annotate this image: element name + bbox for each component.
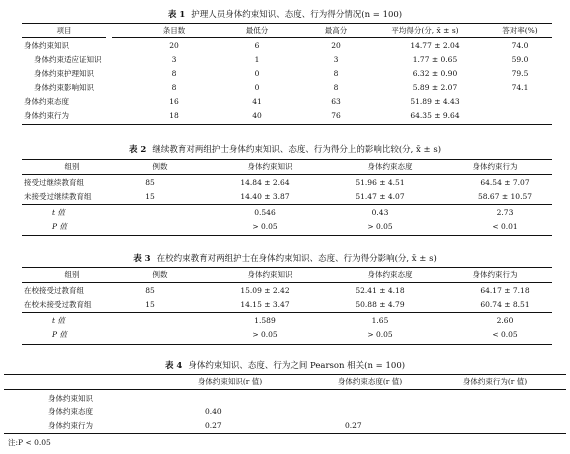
table4-cell: 0.40	[205, 407, 222, 416]
table3-cell: 50.88 ± 4.79	[355, 300, 405, 309]
table1-cell: 18	[169, 111, 179, 120]
table1-cell: 63	[331, 97, 341, 106]
table1-cell: 51.89 ± 4.43	[410, 97, 460, 106]
table2-header-n: 例数	[152, 162, 168, 171]
table4-header-knowledge: 身体约束知识(r 值)	[197, 377, 263, 386]
table2-header-behavior: 身体约束行为	[472, 162, 518, 171]
table1-cell: 0	[254, 69, 260, 78]
table1-cell: 16	[169, 97, 179, 106]
table3-cell: 15.09 ± 2.42	[240, 286, 290, 295]
table2-cell: 58.67 ± 10.57	[478, 192, 532, 201]
table4-header-behavior: 身体约束行为(r 值)	[462, 377, 528, 386]
table1-header-mean: 平均得分(分, x̄ ± s)	[391, 26, 459, 35]
table1-bottom-rule	[22, 124, 552, 125]
table3-header-behavior: 身体约束行为	[472, 270, 518, 279]
table3-header-knowledge: 身体约束知识	[247, 270, 293, 279]
table2-cell: 14.40 ± 3.87	[240, 192, 290, 201]
table2-t-value: 0.546	[254, 208, 276, 217]
table1-cell: 59.0	[511, 55, 529, 64]
table1-number: 表 1	[167, 10, 186, 20]
table1-cell: 3	[333, 55, 339, 64]
table3-title: 在校约束教育对两组护士在身体约束知识、态度、行为得分影响(分, x̄ ± s)	[156, 254, 437, 264]
table2-bottom-rule	[22, 235, 552, 236]
table3-header-rule	[22, 282, 552, 283]
table1-cell: 8	[333, 69, 339, 78]
table2-cell: 14.84 ± 2.64	[240, 178, 290, 187]
table1-header-max: 最高分	[324, 26, 348, 35]
table3-t-value: 2.60	[496, 316, 514, 325]
table4-header-attitude: 身体约束态度(r 值)	[337, 377, 403, 386]
table4-cell: 身体约束态度	[48, 407, 93, 416]
table1-cell: 身体约束影响知识	[34, 83, 94, 92]
table1-cell: 身体约束行为	[24, 111, 69, 120]
table3-cell: 85	[145, 286, 155, 295]
table1-cell: 8	[171, 69, 177, 78]
table2-t-value: 0.43	[371, 208, 389, 217]
table3-cell: 15	[145, 300, 155, 309]
table3-t-value: 1.589	[254, 316, 276, 325]
table1-cell: 0	[254, 83, 260, 92]
table4-bottom-rule	[4, 433, 566, 434]
table3-header-n: 例数	[152, 270, 168, 279]
table2-p-value: < 0.01	[492, 222, 518, 231]
table3-header-group: 组别	[64, 270, 80, 279]
table1-cell: 20	[331, 41, 341, 50]
table3-cell: 64.17 ± 7.18	[480, 286, 530, 295]
table3-p-value: > 0.05	[252, 330, 278, 339]
table2-top-rule	[22, 159, 552, 160]
table1-cell: 6	[254, 41, 260, 50]
table1-header-item: 项目	[56, 26, 72, 35]
table2-title: 继续教育对两组护士身体约束知识、态度、行为得分上的影响比较(分, x̄ ± s)	[152, 145, 442, 155]
table4-header-rule	[4, 389, 566, 390]
table3-header-attitude: 身体约束态度	[367, 270, 413, 279]
table3-cell: 在校未接受过教育组	[24, 300, 92, 309]
table2-cell: 15	[145, 192, 155, 201]
table3-t-label: t 值	[52, 316, 65, 325]
table1-cell: 身体约束态度	[24, 97, 69, 106]
table2-header-attitude: 身体约束态度	[367, 162, 413, 171]
table2-caption	[0, 143, 570, 155]
table3-t-value: 1.65	[371, 316, 389, 325]
table1-cell: 40	[252, 111, 262, 120]
table2-p-value: > 0.05	[252, 222, 278, 231]
table1-header-rate: 答对率(%)	[502, 26, 538, 35]
table1-cell: 5.89 ± 2.07	[412, 83, 458, 92]
table2-p-value: > 0.05	[367, 222, 393, 231]
table1-header-rule	[22, 37, 106, 38]
table2-number: 表 2	[128, 145, 147, 155]
table1-cell: 身体约束知识	[24, 41, 69, 50]
table3-caption	[0, 252, 570, 264]
table2-p-label: P 值	[52, 222, 67, 231]
footnote: 注:P < 0.05	[8, 438, 51, 447]
table1-cell: 20	[169, 41, 179, 50]
table1-header-count: 条目数	[162, 26, 186, 35]
table1-header-min: 最低分	[245, 26, 269, 35]
table3-number: 表 3	[133, 254, 151, 264]
table1-cell: 74.0	[511, 41, 529, 50]
table2-t-label: t 值	[52, 208, 65, 217]
table2-header-knowledge: 身体约束知识	[247, 162, 293, 171]
table3-cell: 60.74 ± 8.51	[480, 300, 530, 309]
table1-cell: 41	[252, 97, 262, 106]
table2-header-rule	[22, 174, 552, 175]
table3-p-value: > 0.05	[367, 330, 393, 339]
table4-top-rule	[4, 374, 566, 375]
table2-cell: 接受过继续教育组	[24, 178, 84, 187]
table4-cell: 0.27	[205, 421, 222, 430]
table1-cell: 1.77 ± 0.65	[412, 55, 458, 64]
table3-top-rule	[22, 267, 552, 268]
table2-cell: 51.96 ± 4.51	[355, 178, 405, 187]
table2-cell: 85	[145, 178, 155, 187]
table1-cell: 身体约束护理知识	[34, 69, 94, 78]
table4-cell: 0.27	[345, 421, 362, 430]
table2-cell: 51.47 ± 4.07	[355, 192, 405, 201]
table1-caption	[0, 8, 570, 20]
table1-cell: 8	[333, 83, 339, 92]
table2-header-group: 组别	[64, 162, 80, 171]
table1-cell: 14.77 ± 2.04	[410, 41, 460, 50]
table2-cell: 未接受过继续教育组	[24, 192, 92, 201]
table1-cell: 身体约束适应证知识	[34, 55, 102, 64]
table3-cell: 在校接受过教育组	[24, 286, 84, 295]
table1-cell: 1	[254, 55, 260, 64]
table3-stat-rule	[22, 312, 552, 313]
table1-title: 护理人员身体约束知识、态度、行为得分情况(n = 100)	[191, 10, 403, 20]
table3-p-value: < 0.05	[492, 330, 518, 339]
table4-number: 表 4	[164, 361, 183, 371]
table3-bottom-rule	[22, 344, 552, 345]
table1-header-rule	[112, 37, 552, 38]
table4-cell: 身体约束行为	[48, 421, 93, 430]
table4-title: 身体约束知识、态度、行为之间 Pearson 相关(n = 100)	[188, 361, 406, 371]
table1-top-rule	[22, 23, 552, 24]
table4-caption	[0, 359, 570, 371]
table4-cell: 身体约束知识	[48, 394, 93, 403]
table1-cell: 6.32 ± 0.90	[412, 69, 458, 78]
table2-cell: 64.54 ± 7.07	[480, 178, 530, 187]
table2-t-value: 2.73	[496, 208, 514, 217]
table3-cell: 14.15 ± 3.47	[240, 300, 290, 309]
table1-cell: 74.1	[511, 83, 529, 92]
table1-cell: 3	[171, 55, 177, 64]
table1-cell: 76	[331, 111, 341, 120]
table2-stat-rule	[22, 204, 552, 205]
table1-cell: 79.5	[511, 69, 529, 78]
table3-p-label: P 值	[52, 330, 67, 339]
table1-cell: 8	[171, 83, 177, 92]
table1-cell: 64.35 ± 9.64	[410, 111, 460, 120]
table3-cell: 52.41 ± 4.18	[355, 286, 405, 295]
